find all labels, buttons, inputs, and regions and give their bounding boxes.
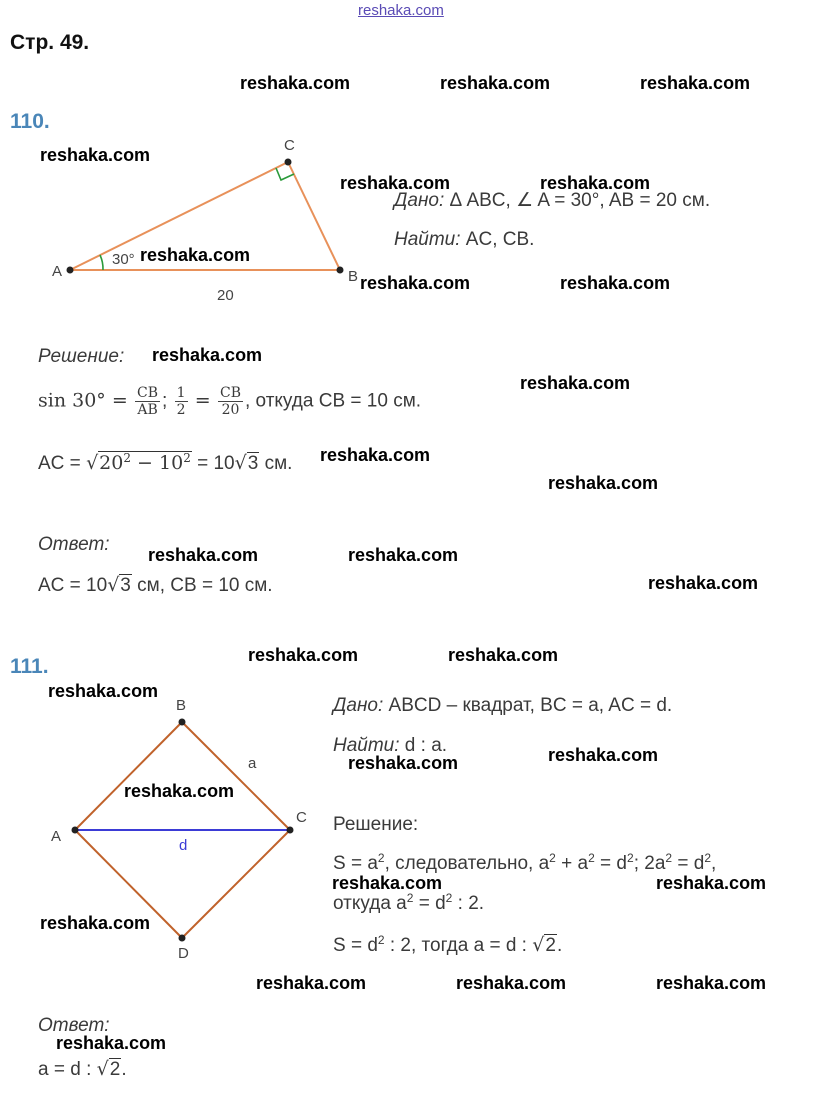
solution-heading-111: Решение:: [333, 814, 419, 835]
sin-tail: , откуда CB = 10 см.: [245, 390, 422, 412]
point-a: [72, 827, 79, 834]
watermark: reshaka.com: [56, 1033, 167, 1053]
answer-sqrt-2: √2: [96, 1058, 121, 1080]
label-c: C: [284, 137, 295, 154]
fraction-cb-ab: $\frac{CB}{AB}$: [137, 385, 159, 418]
solution-line-2: откуда $a^2 = d^2$ : 2.: [333, 891, 485, 914]
point-c: [285, 159, 292, 166]
solution-heading-110: Решение:: [38, 346, 125, 367]
watermark: reshaka.com: [248, 645, 359, 665]
watermark: reshaka.com: [340, 173, 451, 193]
watermark: reshaka.com: [548, 745, 659, 765]
side-cb: [288, 162, 340, 270]
watermark: reshaka.com: [456, 973, 567, 993]
find-text: AC, CB.: [460, 229, 535, 250]
sqrt-2: √2: [532, 934, 556, 956]
sqrt-3: √3: [234, 452, 259, 474]
fraction-cb-20: $\frac{CB}{20}$: [220, 385, 241, 418]
watermark: reshaka.com: [140, 245, 251, 265]
task-110-number: 110.: [10, 110, 50, 133]
sin-equation: sin 30° = $\frac{CB}{AB}$ ; $\frac{1}{2}$ = $\frac{CB}{20}$ , откуда CB = 10 см.: [38, 385, 422, 418]
side-ab: [75, 722, 182, 830]
watermark: reshaka.com: [360, 273, 471, 293]
watermark: reshaka.com: [560, 273, 671, 293]
watermark: reshaka.com: [348, 545, 459, 565]
side-cd: [182, 830, 290, 938]
answer-111: a = d : √2.: [38, 1058, 127, 1080]
watermark: reshaka.com: [124, 781, 235, 801]
watermark: reshaka.com: [332, 873, 443, 893]
point-d: [179, 935, 186, 942]
answer-sqrt-3: √3: [107, 574, 131, 596]
sqrt-expression: $√20^2 - 10^2$: [86, 451, 191, 474]
answer-heading-111: Ответ:: [38, 1015, 110, 1036]
answer-110: AC = 10√3 см, CB = 10 см.: [38, 574, 273, 596]
answer-heading-110: Ответ:: [38, 534, 110, 555]
point-b: [179, 719, 186, 726]
watermark: reshaka.com: [648, 573, 759, 593]
watermark: reshaka.com: [240, 73, 351, 93]
page-header: Стр. 49.: [10, 31, 90, 54]
label-d: D: [178, 945, 189, 962]
label-c: C: [296, 809, 307, 826]
watermark: reshaka.com: [448, 645, 559, 665]
solution-line-1: $S = a^2$, следовательно, $a^2 + a^2 = d^2$; $2a^2 = d^2$,: [333, 851, 717, 874]
watermark: reshaka.com: [148, 545, 259, 565]
label-a: A: [51, 828, 62, 845]
top-watermark-link[interactable]: reshaka.com: [358, 2, 444, 19]
find-110: [394, 229, 534, 251]
label-b: B: [176, 697, 187, 714]
find-111: Найти: d : a.: [333, 735, 448, 756]
point-c: [287, 827, 294, 834]
watermark: reshaka.com: [152, 345, 263, 365]
watermark: reshaka.com: [548, 473, 659, 493]
watermark: reshaka.com: [440, 73, 551, 93]
task-111-number: 111.: [10, 655, 49, 678]
side-bc: [182, 722, 290, 830]
watermark: reshaka.com: [540, 173, 651, 193]
watermark: reshaka.com: [40, 913, 151, 933]
diagonal-label: d: [179, 837, 188, 854]
point-a: [67, 267, 74, 274]
watermark: reshaka.com: [256, 973, 367, 993]
label-b: B: [348, 268, 359, 285]
side-label: 20: [217, 287, 234, 304]
watermark: reshaka.com: [656, 873, 767, 893]
given-word: Дано:: [394, 190, 445, 211]
watermark: reshaka.com: [320, 445, 431, 465]
watermark: reshaka.com: [40, 145, 151, 165]
side-label: a: [248, 755, 257, 772]
angle-label: 30°: [112, 251, 135, 268]
ac-equation: AC = $√20^2 - 10^2 = 10√3$ см.: [38, 451, 293, 474]
watermark: reshaka.com: [640, 73, 751, 93]
point-b: [337, 267, 344, 274]
sin-text: sin 30° =: [38, 389, 128, 412]
given-111: Дано: ABCD – квадрат, BC = a, AC = d.: [333, 695, 673, 716]
watermark: reshaka.com: [348, 753, 459, 773]
given-text: Δ ABC, ∠ A = 30°, AB = 20 см.: [444, 190, 711, 211]
solution-line-3: $S = d^2$ : 2, тогда a = d : √2.: [333, 933, 563, 956]
watermark: reshaka.com: [48, 681, 159, 701]
fraction-1-2: $\frac{1}{2}$: [176, 385, 186, 418]
label-a: A: [52, 263, 63, 280]
watermark: reshaka.com: [520, 373, 631, 393]
watermark: reshaka.com: [656, 973, 767, 993]
triangle-figure: [40, 140, 370, 315]
angle-a-arc: [100, 255, 103, 270]
find-word: Найти:: [394, 229, 461, 250]
